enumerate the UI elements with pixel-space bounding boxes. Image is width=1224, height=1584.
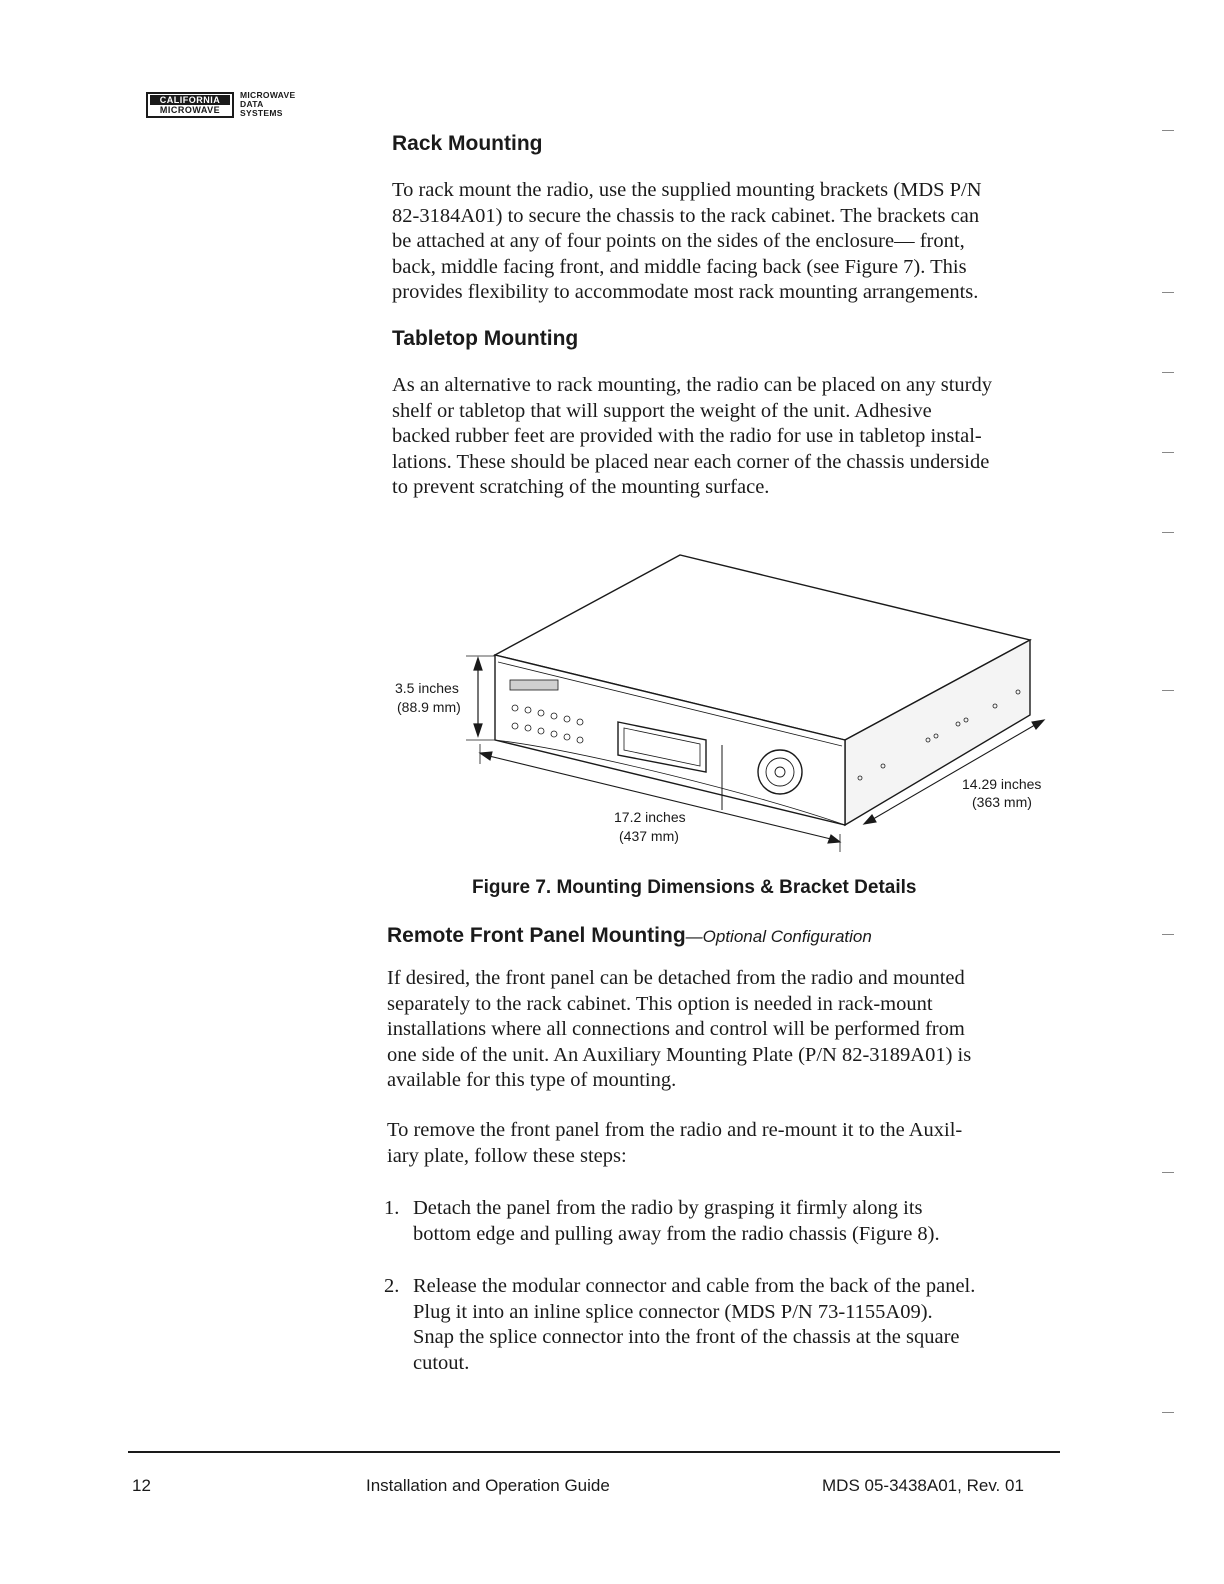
- remote-panel-paragraph-1: [387, 966, 1067, 1094]
- text-line: If desired, the front panel can be detached from the radio and mounted: [387, 967, 965, 989]
- figure-mounting-dimensions: [380, 550, 1080, 860]
- remote-panel-paragraph-2: [387, 1118, 1067, 1169]
- text-line: separately to the rack cabinet. This option is needed in rack-mount: [387, 992, 933, 1015]
- text-line: one side of the unit. An Auxiliary Mounting Plate (P/N 82-3189A01) is: [387, 1043, 972, 1066]
- text-line: lations. These should be placed near each corner of the chassis underside: [392, 450, 990, 473]
- guide-title: Installation and Operation Guide: [366, 1476, 610, 1495]
- margin-mark: [1162, 372, 1174, 373]
- text-line: To rack mount the radio, use the supplied mounting brackets (MDS P/N: [392, 179, 982, 201]
- margin-mark: [1162, 130, 1174, 131]
- text-line: back, middle facing front, and middle facing back (see Figure 7). This: [392, 255, 967, 278]
- text-line: Plug it into an inline splice connector (MDS P/N 73-1155A09).: [413, 1300, 933, 1323]
- company-logo: [146, 90, 316, 124]
- margin-mark: [1162, 532, 1174, 533]
- text-line: shelf or tabletop that will support the weight of the unit. Adhesive: [392, 399, 932, 422]
- step-number: 2.: [384, 1275, 400, 1297]
- step-text: [413, 1274, 1053, 1376]
- remote-panel-subheading: —Optional Configuration: [685, 927, 872, 946]
- logo-line-2: MICROWAVE: [159, 105, 221, 115]
- text-line: Snap the splice connector into the front of the chassis at the square: [413, 1326, 960, 1348]
- text-line: to prevent scratching of the mounting surface.: [392, 476, 770, 498]
- rack-mounting-paragraph: [392, 178, 1072, 306]
- text-line: bottom edge and pulling away from the radio chassis (Figure 8).: [413, 1222, 940, 1245]
- width-mm-label: (437 mm): [619, 828, 679, 844]
- margin-mark: [1162, 934, 1174, 935]
- rack-mounting-heading: Rack Mounting: [392, 132, 543, 155]
- page-number: 12: [132, 1476, 151, 1495]
- logo-line-1: CALIFORNIA: [150, 95, 230, 105]
- step-number: 1.: [384, 1197, 400, 1219]
- text-line: backed rubber feet are provided with the radio for use in tabletop instal-: [392, 425, 982, 447]
- document-id: MDS 05-3438A01, Rev. 01: [822, 1476, 1024, 1495]
- remote-panel-heading-text: Remote Front Panel Mounting: [387, 924, 686, 947]
- height-mm-label: (88.9 mm): [397, 699, 461, 715]
- margin-mark: [1162, 690, 1174, 691]
- text-line: To remove the front panel from the radio and re-mount it to the Auxil-: [387, 1119, 963, 1141]
- margin-mark: [1162, 1412, 1174, 1413]
- text-line: iary plate, follow these steps:: [387, 1144, 627, 1167]
- logo-stack-1: MICROWAVE: [240, 90, 296, 100]
- text-line: provides flexibility to accommodate most rack mounting arrangements.: [392, 281, 979, 303]
- margin-mark: [1162, 452, 1174, 453]
- margin-mark: [1162, 1172, 1174, 1173]
- logo-box: [146, 92, 234, 118]
- radio-chassis-illustration: [380, 550, 1080, 860]
- height-label: 3.5 inches: [395, 680, 459, 696]
- margin-mark: [1162, 292, 1174, 293]
- remote-panel-heading: [387, 924, 872, 948]
- text-line: be attached at any of four points on the sides of the enclosure— front,: [392, 230, 965, 252]
- text-line: Detach the panel from the radio by grasping it firmly along its: [413, 1197, 923, 1219]
- step-text: [413, 1196, 1053, 1247]
- text-line: installations where all connections and control will be performed from: [387, 1018, 965, 1040]
- text-line: 82-3184A01) to secure the chassis to the rack cabinet. The brackets can: [392, 204, 980, 227]
- led-label-block: [510, 680, 558, 690]
- depth-label: 14.29 inches: [962, 776, 1042, 792]
- logo-stack-2: DATA: [240, 99, 264, 109]
- height-dimension-arrow: [466, 656, 495, 740]
- text-line: As an alternative to rack mounting, the radio can be placed on any sturdy: [392, 374, 992, 396]
- text-line: cutout.: [413, 1351, 470, 1374]
- depth-mm-label: (363 mm): [972, 794, 1032, 810]
- text-line: Release the modular connector and cable from the back of the panel.: [413, 1275, 976, 1297]
- logo-stack-3: SYSTEMS: [240, 108, 283, 118]
- text-line: available for this type of mounting.: [387, 1069, 677, 1091]
- tabletop-mounting-paragraph: [392, 373, 1072, 501]
- tabletop-mounting-heading: Tabletop Mounting: [392, 327, 579, 350]
- width-label: 17.2 inches: [614, 809, 686, 825]
- footer-divider: [128, 1451, 1060, 1453]
- logo-stack: [240, 91, 295, 118]
- rotary-knob: [758, 750, 802, 794]
- figure-caption: Figure 7. Mounting Dimensions & Bracket Details: [472, 877, 917, 898]
